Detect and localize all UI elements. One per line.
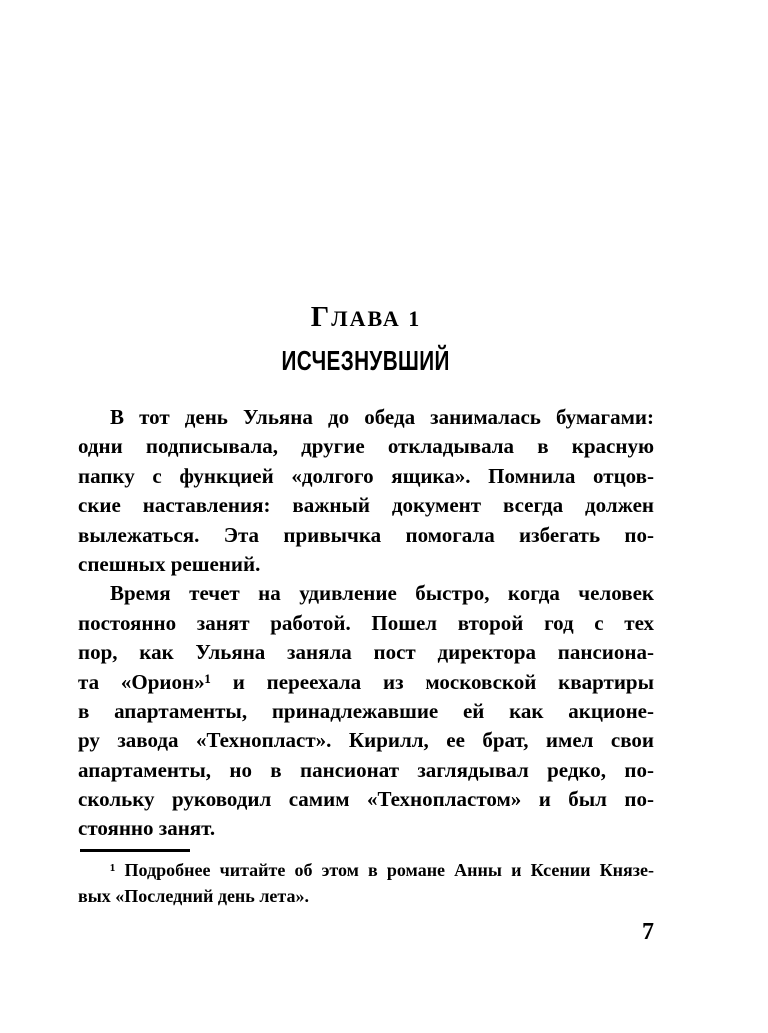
- page-number: 7: [642, 919, 654, 945]
- footnote-separator: [80, 849, 190, 852]
- text-line: В тот день Ульяна до обеда занималась бумагами:: [110, 405, 654, 429]
- text-line: вылежаться. Эта привычка помогала избегать по-: [78, 522, 654, 547]
- text-line: папку с функцией «долгого ящика». Помнила отцов-: [78, 463, 654, 488]
- chapter-heading: ГЛАВА 1: [310, 301, 422, 333]
- paragraph: [78, 579, 654, 844]
- text-line: Время течет на удивление быстро, когда человек: [110, 581, 654, 606]
- text-line: ру завода «Технопласт». Кирилл, ее брат, имел свои: [78, 728, 654, 753]
- text-line: спешных решений.: [78, 551, 261, 576]
- footnote-line: вых «Последний день лета».: [78, 886, 309, 906]
- footnote-line: ¹ Подробнее читайте об этом в романе Анны и Ксении Князе-: [110, 860, 654, 880]
- chapter-title-text: ИСЧЕЗНУВШИЙ: [281, 345, 451, 376]
- text-line: стоянно занят.: [78, 816, 216, 841]
- chapter-title: [78, 344, 654, 378]
- text-line: в апартаменты, принадлежавшие ей как акционе-: [78, 698, 654, 723]
- text-line: скольку руководил самим «Технопластом» и был по-: [78, 787, 654, 812]
- text-line: та «Орион»¹ и переехала из московской квартиры: [78, 669, 654, 694]
- text-line: одни подписывала, другие откладывала в красную: [78, 434, 654, 459]
- paragraph: [78, 403, 654, 579]
- body-text: [78, 403, 654, 844]
- text-line: апартаменты, но в пансионат заглядывал редко, по-: [78, 757, 654, 782]
- text-line: пор, как Ульяна заняла пост директора пансиона-: [78, 640, 654, 665]
- footnote: [78, 857, 654, 909]
- text-line: ские наставления: важный документ всегда должен: [78, 493, 654, 518]
- text-line: постоянно занят работой. Пошел второй год с тех: [78, 610, 654, 635]
